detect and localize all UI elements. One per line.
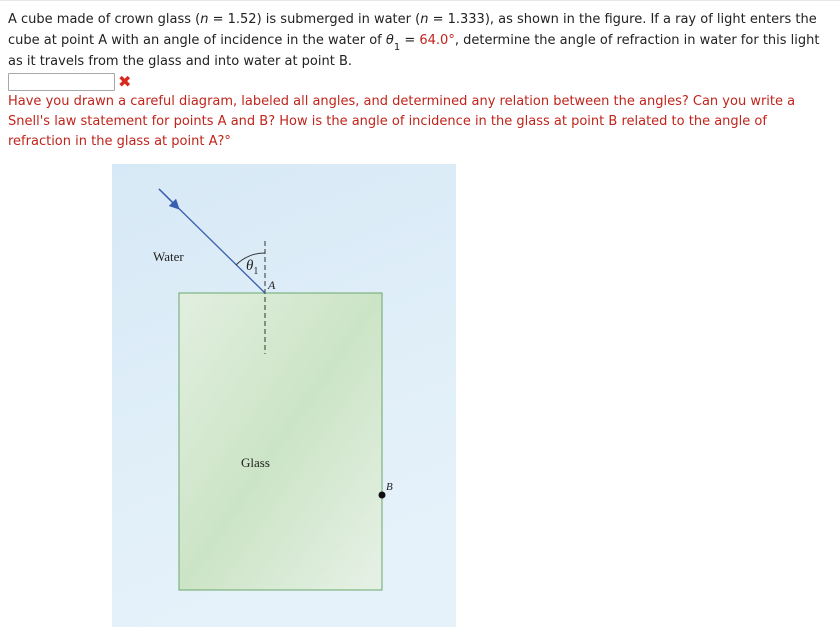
theta-label-subscript: 1	[253, 266, 259, 277]
theta-subscript: 1	[393, 41, 401, 53]
angle-value: 64.0°	[419, 33, 455, 48]
glass-cube	[179, 293, 382, 590]
answer-row	[8, 72, 131, 92]
theta-label: $\theta_1$	[246, 258, 259, 277]
point-b-label: B	[386, 481, 393, 493]
hint-text: Have you drawn a careful diagram, labeled all angles, and determined any relation between the angles? Can you write a Snell's law statement for points A and B? How is the angle of incidence in the glass at point B related to the angle of refraction in the glass at point A?°	[8, 94, 796, 149]
point-a-label: A	[268, 278, 276, 292]
red-x-icon: ✖	[118, 72, 132, 91]
question-text: A cube made of crown glass (n = 1.52) is submerged in water (n = 1.333), as shown in the figure. If a ray of light enters the cube at point A with an angle of incidence in the water of $\theta_1 = 64.0^\circ$, determine the angle of refraction in water for this light as it travels from the glass and into water at point B.	[8, 12, 820, 69]
point-b-dot	[379, 492, 386, 499]
theta-symbol: θ	[385, 33, 394, 48]
top-divider	[0, 0, 840, 1]
answer-input[interactable]	[8, 73, 115, 91]
glass-label: Glass	[241, 455, 270, 470]
n-symbol: n	[200, 12, 209, 27]
glass-cube-figure	[112, 164, 456, 627]
n-symbol: n	[420, 12, 429, 27]
water-label: Water	[153, 249, 184, 264]
